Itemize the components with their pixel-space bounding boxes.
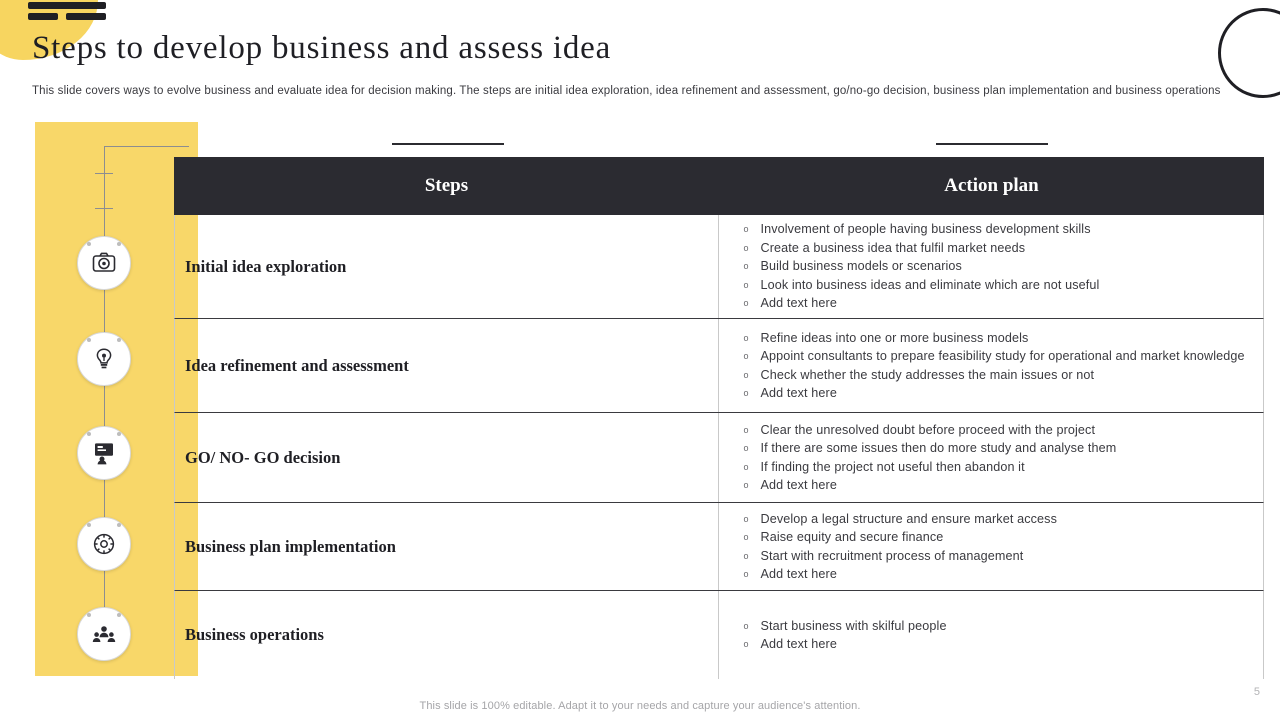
- node-dot-right: [117, 338, 121, 342]
- camera-target-icon: [91, 250, 117, 276]
- step-name: Idea refinement and assessment: [175, 319, 719, 412]
- list-item: [743, 510, 1249, 528]
- step-name: Business operations: [175, 591, 719, 679]
- bullet-marker: o: [743, 480, 749, 490]
- bullet-marker: o: [743, 443, 749, 453]
- node-dot-left: [87, 338, 91, 342]
- list-item-text: If finding the project not useful then abandon it: [760, 459, 1025, 474]
- table-row: [174, 591, 1264, 679]
- gear-strategy-icon: [91, 531, 117, 557]
- step-icon-node-3: [77, 426, 131, 480]
- decorative-bar-2: [28, 13, 58, 20]
- action-plan-list: [719, 319, 1263, 412]
- list-item: [743, 547, 1249, 565]
- person-presentation-icon: [91, 440, 117, 466]
- step-icon-node-2: [77, 332, 131, 386]
- column-header-steps: Steps: [424, 175, 469, 196]
- list-item: [743, 565, 1249, 583]
- list-item: [743, 347, 1249, 365]
- list-item-text: Add text here: [760, 567, 837, 581]
- bullet-marker: o: [743, 424, 749, 435]
- bullet-marker: o: [743, 639, 749, 649]
- node-dot-right: [117, 242, 121, 246]
- divider-rule-left: [392, 143, 504, 145]
- list-item-text: Add text here: [760, 478, 837, 492]
- footer-note: This slide is 100% editable. Adapt it to your needs and capture your audience's attention.: [419, 700, 861, 712]
- table-row: [174, 503, 1264, 591]
- list-item: [743, 329, 1249, 347]
- bullet-marker: o: [743, 532, 749, 542]
- node-dot-right: [117, 432, 121, 436]
- node-dot-right: [117, 523, 121, 527]
- divider-rule-right: [936, 143, 1048, 145]
- list-item: [743, 294, 1249, 312]
- list-item-text: Check whether the study addresses the main issues or not: [760, 367, 1095, 382]
- node-dot-left: [87, 242, 91, 246]
- list-item: [743, 239, 1249, 257]
- list-item: [743, 384, 1249, 402]
- bullet-marker: o: [743, 620, 749, 631]
- steps-action-table: [174, 157, 1264, 679]
- step-name: Initial idea exploration: [175, 215, 719, 318]
- connector-top-branch: [104, 146, 189, 147]
- list-item: [743, 617, 1249, 635]
- node-dot-left: [87, 432, 91, 436]
- bullet-marker: o: [743, 369, 749, 380]
- lightbulb-idea-icon: [91, 346, 117, 372]
- list-item: [743, 421, 1249, 439]
- table-row: [174, 319, 1264, 413]
- node-dot-left: [87, 613, 91, 617]
- list-item-text: Add text here: [760, 637, 837, 651]
- list-item: [743, 476, 1249, 494]
- list-item: [743, 276, 1249, 294]
- bullet-marker: o: [743, 224, 749, 235]
- step-name: GO/ NO- GO decision: [175, 413, 719, 502]
- page-subtitle: This slide covers ways to evolve business and evaluate idea for decision making. The steps are initial idea exploration, idea refinement and assessment, go/no-go decision, business plan implementation and business operations: [32, 85, 1221, 97]
- list-item-text: Add text here: [760, 386, 837, 400]
- bullet-marker: o: [743, 242, 749, 253]
- decorative-bar-3: [66, 13, 106, 20]
- action-plan-list: [719, 215, 1263, 318]
- table-row: [174, 215, 1264, 319]
- page-title: Steps to develop business and assess idea: [32, 30, 612, 66]
- list-item: [743, 220, 1249, 238]
- bullet-marker: o: [743, 351, 749, 361]
- table-row: [174, 413, 1264, 503]
- list-item-text: Involvement of people having business development skills: [760, 222, 1091, 237]
- list-item-text: Start with recruitment process of management: [760, 548, 1024, 563]
- step-icon-node-5: [77, 607, 131, 661]
- list-item-text: Build business models or scenarios: [760, 259, 962, 274]
- node-dot-left: [87, 523, 91, 527]
- bullet-marker: o: [743, 513, 749, 524]
- list-item: [743, 635, 1249, 653]
- bullet-marker: o: [743, 261, 749, 272]
- people-group-icon: [91, 621, 117, 647]
- bullet-marker: o: [743, 550, 749, 561]
- bullet-marker: o: [743, 279, 749, 290]
- bullet-marker: o: [743, 298, 749, 309]
- list-item-text: Develop a legal structure and ensure market access: [760, 511, 1057, 526]
- action-plan-list: [719, 591, 1263, 679]
- list-item-text: Raise equity and secure finance: [760, 530, 944, 544]
- list-item: [743, 458, 1249, 476]
- action-plan-list: [719, 503, 1263, 590]
- list-item-text: Look into business ideas and eliminate which are not useful: [760, 277, 1100, 292]
- bullet-marker: o: [743, 332, 749, 343]
- list-item-text: Create a business idea that fulfil market needs: [760, 240, 1026, 255]
- step-icon-node-4: [77, 517, 131, 571]
- decorative-bar-1: [28, 2, 106, 9]
- action-plan-list: [719, 413, 1263, 502]
- node-dot-right: [117, 613, 121, 617]
- list-item: [743, 528, 1249, 546]
- column-header-action-plan: Action plan: [944, 175, 1039, 196]
- step-icon-node-1: [77, 236, 131, 290]
- list-item: [743, 366, 1249, 384]
- connector-tick-2: [95, 208, 113, 209]
- list-item-text: Appoint consultants to prepare feasibility study for operational and market knowledge: [760, 349, 1245, 363]
- list-item-text: Clear the unresolved doubt before proceed with the project: [760, 422, 1096, 437]
- connector-tick-1: [95, 173, 113, 174]
- list-item-text: Refine ideas into one or more business models: [760, 330, 1029, 345]
- list-item-text: Add text here: [760, 296, 837, 311]
- bullet-marker: o: [743, 461, 749, 472]
- page-number: 5: [1253, 686, 1260, 698]
- list-item-text: Start business with skilful people: [760, 618, 947, 633]
- bullet-marker: o: [743, 569, 749, 579]
- list-item: [743, 439, 1249, 457]
- list-item: [743, 257, 1249, 275]
- step-name: Business plan implementation: [175, 503, 719, 590]
- bullet-marker: o: [743, 388, 749, 398]
- list-item-text: If there are some issues then do more study and analyse them: [760, 441, 1117, 455]
- table-header-row: [174, 157, 1264, 215]
